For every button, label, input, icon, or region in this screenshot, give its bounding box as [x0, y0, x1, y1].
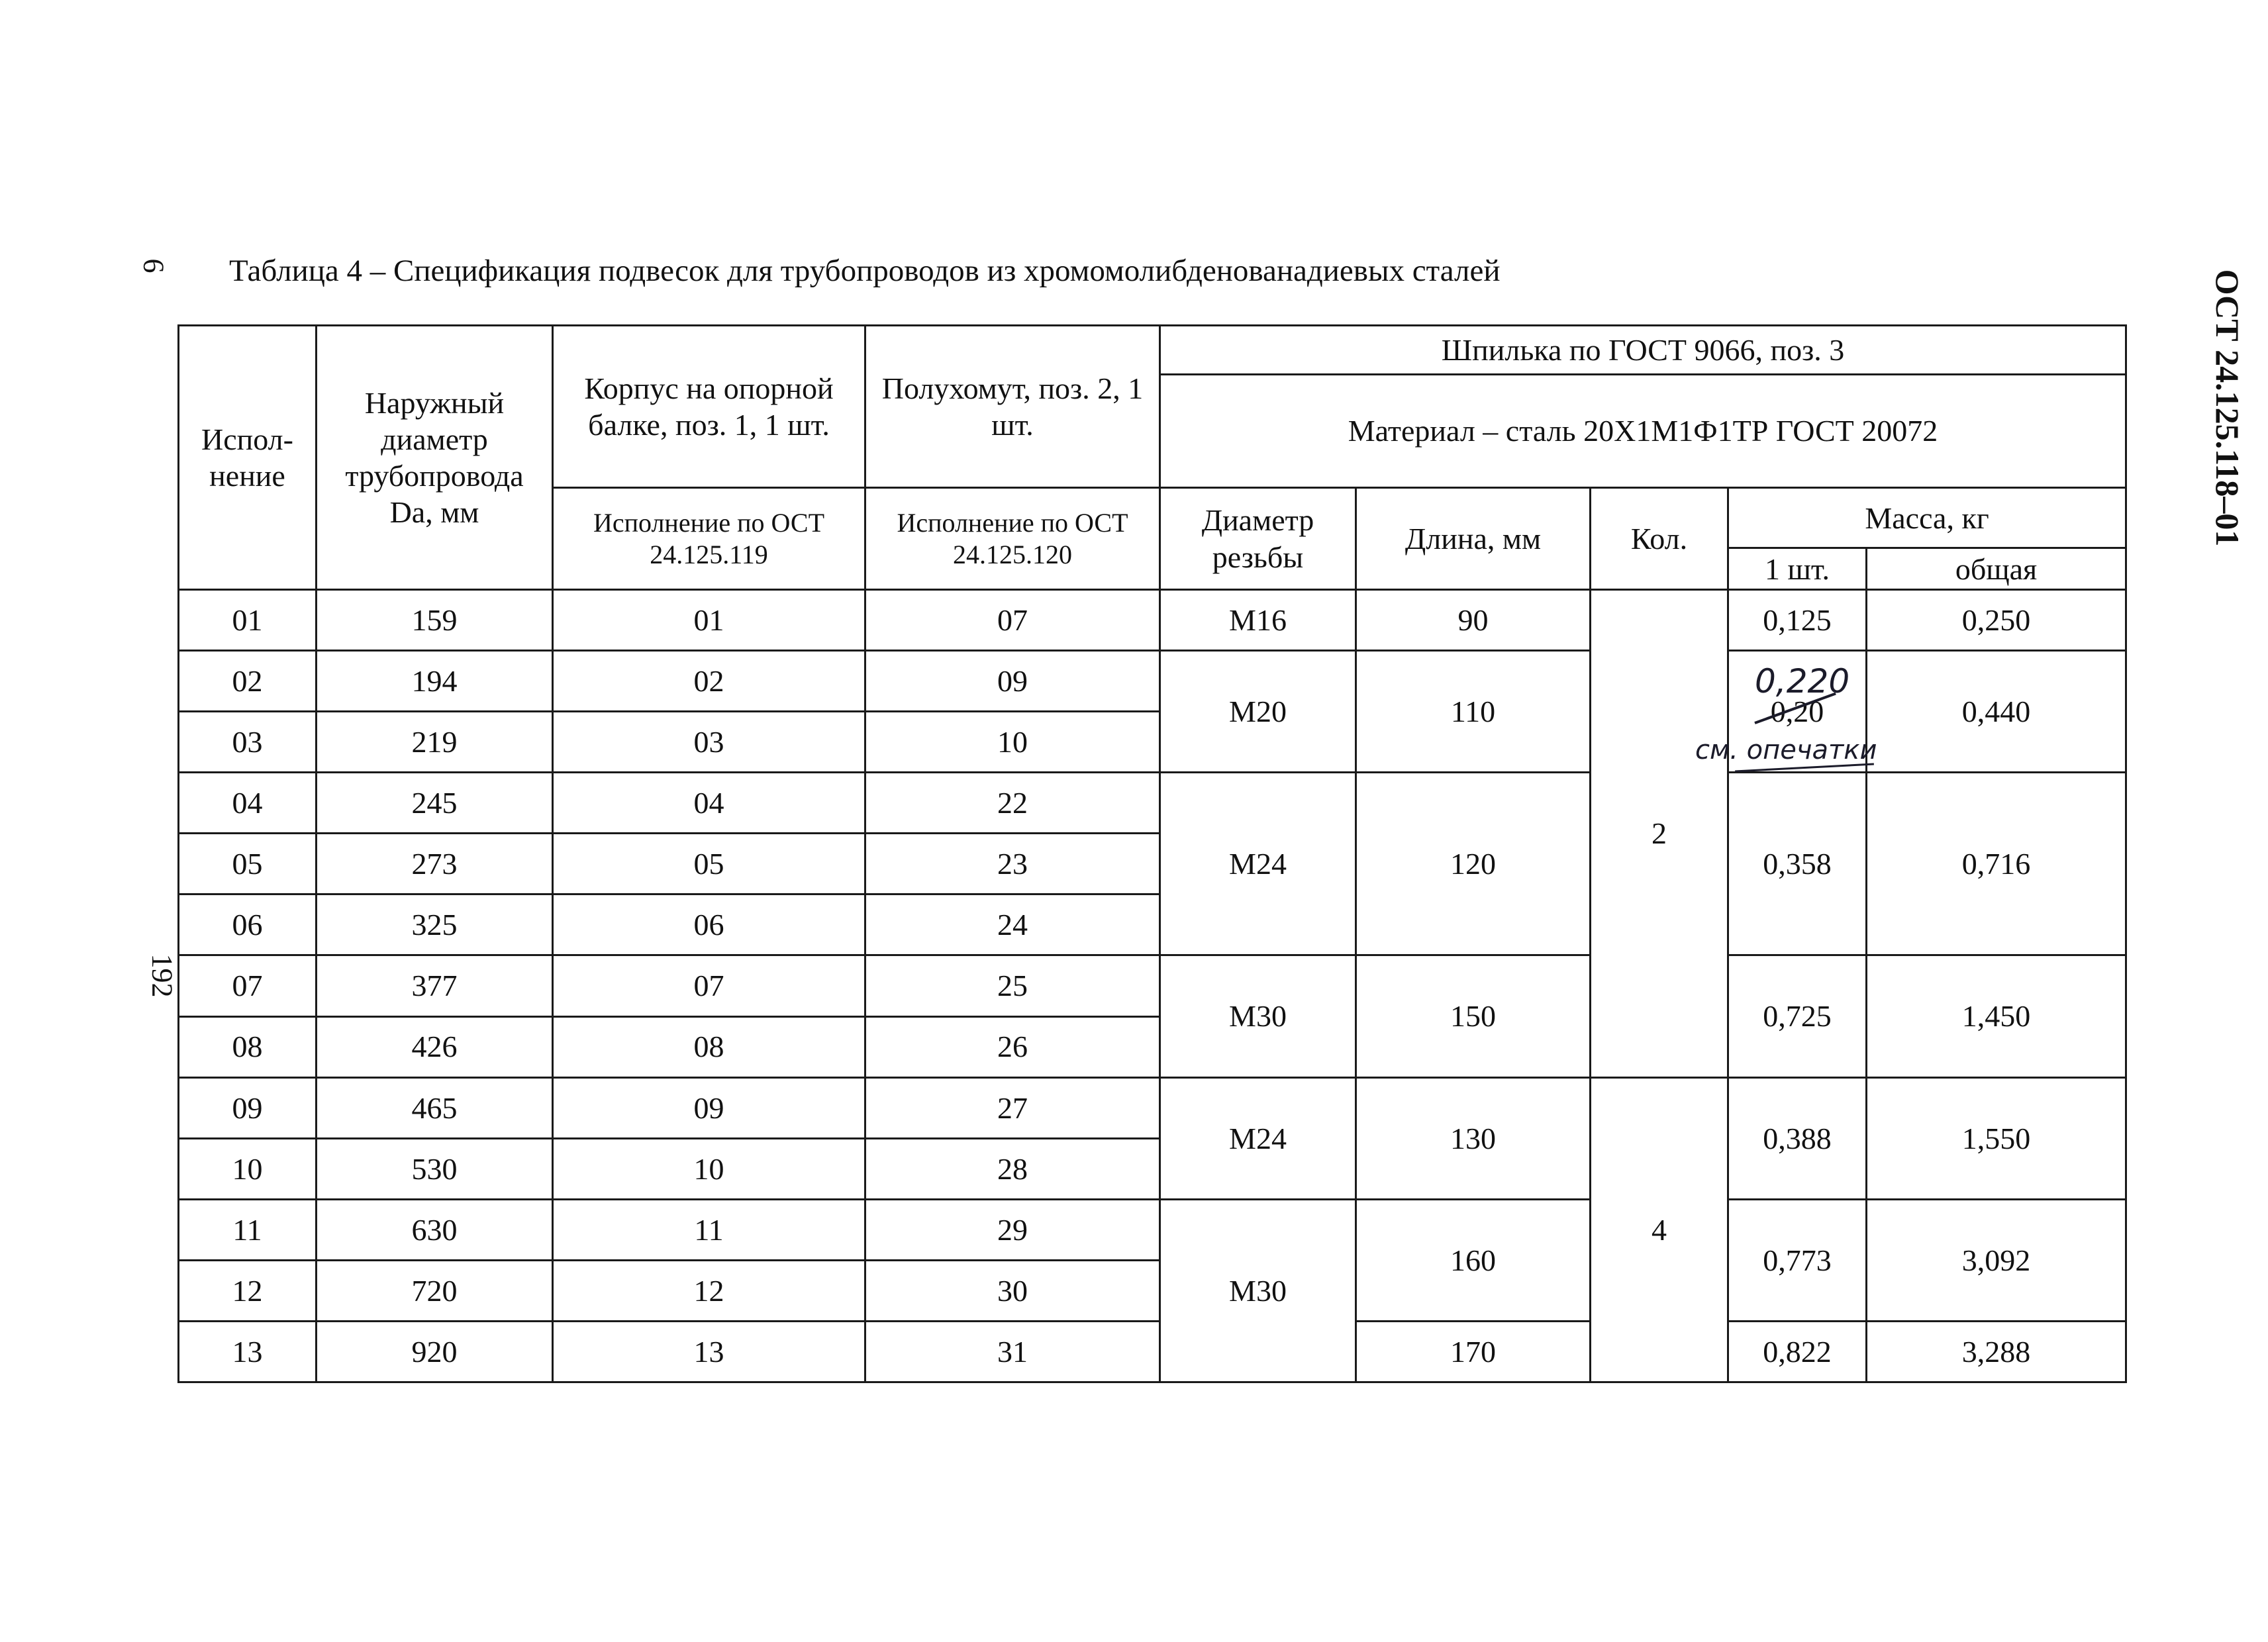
cell-polukhomut: 23: [865, 834, 1160, 894]
cell-polukhomut: 09: [865, 651, 1160, 712]
cell-diameter: 530: [317, 1138, 553, 1199]
header-ispolnenie: Испол-нение: [179, 326, 317, 590]
cell-thread: М24: [1160, 773, 1356, 955]
table-row: [179, 1199, 2126, 1260]
cell-thread: М30: [1160, 1199, 1356, 1382]
cell-ispolnenie: 10: [179, 1138, 317, 1199]
cell-diameter: 426: [317, 1016, 553, 1077]
cell-diameter: 245: [317, 773, 553, 834]
cell-ispolnenie: 01: [179, 590, 317, 651]
cell-length: 130: [1356, 1077, 1591, 1199]
cell-thread: М16: [1160, 590, 1356, 651]
table-caption: Таблица 4 – Спецификация подвесок для трубопроводов из хромомолибденованадиевых сталей: [229, 254, 1501, 288]
cell-diameter: 325: [317, 894, 553, 955]
cell-polukhomut: 27: [865, 1077, 1160, 1138]
header-qty: Кол.: [1591, 488, 1728, 590]
cell-korpus: 06: [553, 894, 865, 955]
cell-polukhomut: 30: [865, 1260, 1160, 1321]
cell-mass-total: 1,450: [1867, 955, 2126, 1077]
cell-polukhomut: 24: [865, 894, 1160, 955]
header-diameter: Наружный диаметр трубопровода Da, мм: [317, 326, 553, 590]
cell-diameter: 273: [317, 834, 553, 894]
cell-diameter: 377: [317, 955, 553, 1016]
table-row: [179, 1077, 2126, 1138]
cell-mass-total: 1,550: [1867, 1077, 2126, 1199]
cell-ispolnenie: 02: [179, 651, 317, 712]
cell-mass-one: 0,125: [1728, 590, 1867, 651]
table-row: [179, 773, 2126, 834]
page-number-top: 6: [137, 258, 170, 273]
cell-diameter: 219: [317, 712, 553, 773]
cell-korpus: 05: [553, 834, 865, 894]
handwritten-correction-note: см. опечатки: [1695, 735, 1877, 765]
cell-mass-total: 3,092: [1867, 1199, 2126, 1321]
cell-korpus: 11: [553, 1199, 865, 1260]
cell-polukhomut: 28: [865, 1138, 1160, 1199]
cell-ispolnenie: 09: [179, 1077, 317, 1138]
cell-ispolnenie: 11: [179, 1199, 317, 1260]
cell-mass-one: 0,822: [1728, 1321, 1867, 1382]
table-row: [179, 590, 2126, 651]
cell-qty: 4: [1591, 1077, 1728, 1382]
cell-ispolnenie: 04: [179, 773, 317, 834]
cell-diameter: 159: [317, 590, 553, 651]
cell-mass-total: 0,716: [1867, 773, 2126, 955]
cell-korpus: 12: [553, 1260, 865, 1321]
cell-polukhomut: 25: [865, 955, 1160, 1016]
table-row: [179, 1321, 2126, 1382]
handwritten-correction-value: 0,220: [1755, 662, 1850, 700]
cell-qty: 2: [1591, 590, 1728, 1077]
cell-korpus: 10: [553, 1138, 865, 1199]
cell-ispolnenie: 05: [179, 834, 317, 894]
cell-ispolnenie: 03: [179, 712, 317, 773]
cell-polukhomut: 26: [865, 1016, 1160, 1077]
cell-length: 170: [1356, 1321, 1591, 1382]
header-korpus-sub: Исполнение по ОСТ 24.125.119: [553, 488, 865, 590]
cell-korpus: 01: [553, 590, 865, 651]
cell-ispolnenie: 13: [179, 1321, 317, 1382]
cell-korpus: 02: [553, 651, 865, 712]
cell-mass-total: 0,440: [1867, 651, 2126, 773]
header-polukhomut-sub: Исполнение по ОСТ 24.125.120: [865, 488, 1160, 590]
cell-korpus: 03: [553, 712, 865, 773]
cell-thread: М20: [1160, 651, 1356, 773]
table-row: [179, 955, 2126, 1016]
header-polukhomut: Полухомут, поз. 2, 1 шт.: [865, 326, 1160, 488]
cell-mass-one: 0,388: [1728, 1077, 1867, 1199]
cell-polukhomut: 29: [865, 1199, 1160, 1260]
cell-mass-one: 0,773: [1728, 1199, 1867, 1321]
cell-korpus: 04: [553, 773, 865, 834]
cell-korpus: 07: [553, 955, 865, 1016]
cell-mass-one: 0,725: [1728, 955, 1867, 1077]
header-shpilka: Шпилька по ГОСТ 9066, поз. 3: [1160, 326, 2126, 375]
header-mass-one: 1 шт.: [1728, 548, 1867, 590]
header-mass-total: общая: [1867, 548, 2126, 590]
cell-mass-one: 0,20: [1728, 651, 1867, 773]
cell-polukhomut: 31: [865, 1321, 1160, 1382]
cell-thread: М24: [1160, 1077, 1356, 1199]
cell-diameter: 465: [317, 1077, 553, 1138]
cell-length: 110: [1356, 651, 1591, 773]
cell-length: 150: [1356, 955, 1591, 1077]
cell-polukhomut: 10: [865, 712, 1160, 773]
page-number-side: 192: [146, 953, 179, 998]
cell-length: 90: [1356, 590, 1591, 651]
cell-ispolnenie: 06: [179, 894, 317, 955]
cell-diameter: 630: [317, 1199, 553, 1260]
cell-polukhomut: 22: [865, 773, 1160, 834]
cell-diameter: 194: [317, 651, 553, 712]
specification-table: [177, 324, 2127, 1383]
cell-korpus: 13: [553, 1321, 865, 1382]
cell-ispolnenie: 08: [179, 1016, 317, 1077]
cell-mass-total: 3,288: [1867, 1321, 2126, 1382]
cell-ispolnenie: 07: [179, 955, 317, 1016]
cell-length: 160: [1356, 1199, 1591, 1321]
header-material: Материал – сталь 20Х1М1Ф1ТР ГОСТ 20072: [1160, 375, 2126, 488]
cell-korpus: 09: [553, 1077, 865, 1138]
cell-thread: М30: [1160, 955, 1356, 1077]
cell-korpus: 08: [553, 1016, 865, 1077]
header-korpus: Корпус на опорной балке, поз. 1, 1 шт.: [553, 326, 865, 488]
cell-ispolnenie: 12: [179, 1260, 317, 1321]
header-thread: Диаметр резьбы: [1160, 488, 1356, 590]
cell-length: 120: [1356, 773, 1591, 955]
header-length: Длина, мм: [1356, 488, 1591, 590]
cell-mass-one: 0,358: [1728, 773, 1867, 955]
document-code: ОСТ 24.125.118–01: [2209, 269, 2246, 547]
cell-polukhomut: 07: [865, 590, 1160, 651]
cell-mass-total: 0,250: [1867, 590, 2126, 651]
cell-diameter: 920: [317, 1321, 553, 1382]
header-mass: Масса, кг: [1728, 488, 2126, 548]
cell-diameter: 720: [317, 1260, 553, 1321]
